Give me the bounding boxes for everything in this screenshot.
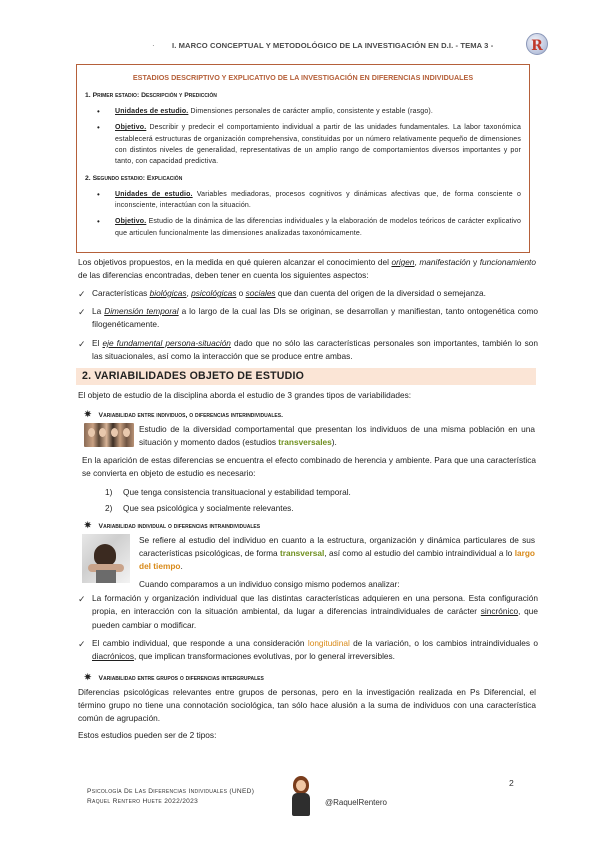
check-item-characteristics: ✓ Características biológicas, psicológicas o sociales que dan cuenta del origen de la diversidad o semejanza.	[78, 287, 538, 300]
stage-1-objective: • Objetivo. Describir y predecir el comportamiento individual a partir de las unidades fundamentales. La labor taxonómica establecerá estructuras de organización comprehensiva, constituidas por un número relativamente pequeño de dimensiones con distintos niveles de generalidad, representativas de un amplio rango de comportamientos diversos importantes y por tanto, con capacidad predictiva.	[85, 122, 521, 167]
stage-2-heading: 2. Segundo estadio: Explicación	[85, 174, 183, 182]
check-item-diachronic: ✓ El cambio individual, que responde a una consideración longitudinal de la variación, o los cambios intraindividuales o diacrónicos, que implican transformaciones evolutivas, por lo general irreversibles.	[78, 638, 538, 662]
section-intro: El objeto de estudio de la disciplina aborda el estudio de 3 grandes tipos de variabilidades:	[78, 390, 412, 400]
author-avatar	[288, 776, 314, 816]
variability-2-compare: Cuando comparamos a un individuo consigo mismo podemos analizar:	[139, 579, 400, 589]
check-item-synchronic: ✓ La formación y organización individual que las distintas características adquieren en una persona. Esta configuración propia, en interacción con la situación ambiental, da lugar a diferencias intraindividuales de carácter sincrónico, que pueden cambiar o modificar.	[78, 593, 538, 630]
r-logo-icon: R	[526, 33, 548, 55]
requirement-item: 1) Que tenga consistencia transituacional y estabilidad temporal.	[105, 487, 351, 497]
variability-3-paragraph: Diferencias psicológicas relevantes entre grupos de personas, pero en la investigación realizada en Ps Diferencial, el término grupo no tiene una connotación sociológica, tan sólo hace alusión a la suma de individuos con una característica común de agrupación.	[78, 687, 536, 723]
variability-2-heading: ✷ Variabilidad individual o diferencias intraindividuales	[84, 520, 261, 530]
page-header	[60, 36, 575, 58]
header-title: I. MARCO CONCEPTUAL Y METODOLÓGICO DE LA INVESTIGACIÓN EN D.I. - TEMA 3 -	[172, 41, 494, 50]
variability-1-paragraph: En la aparición de estas diferencias se encuentra el efecto combinado de herencia y ambiente. Para que una característica se convierta en objeto de estudio es necesario:	[82, 455, 536, 478]
requirement-item: 2) Que sea psicológica y socialmente relevantes.	[105, 503, 294, 513]
stage-2-units: • Unidades de estudio. Variables mediadoras, procesos cognitivos y dinámicas afectivas que, de forma consciente o inconsciente, interactúan con la situación.	[85, 189, 521, 212]
header-bullet: ·	[152, 41, 155, 50]
footer-credits: Psicología De Las Diferencias Individuales (UNED) Raquel Rentero Huete 2022/2023	[87, 788, 255, 806]
variability-1-text: Estudio de la diversidad comportamental que presentan los individuos de una misma población en una situación y momento dados (estudios transversales).	[139, 424, 535, 447]
page-number: 2	[509, 778, 514, 788]
box-title: ESTADIOS DESCRIPTIVO Y EXPLICATIVO DE LA INVESTIGACIÓN EN DIFERENCIAS INDIVIDUALES	[132, 73, 474, 82]
checkmark-icon: ✓	[78, 594, 86, 604]
check-item-temporal: ✓ La Dimensión temporal a lo largo de la cual las DIs se originan, se desarrollan y manifiestan, tanto ontogenética como filogenéticamente.	[78, 306, 538, 330]
check-item-person-situation: ✓ El eje fundamental persona-situación dado que no sólo las características personales son importantes, también lo son las situacionales, así como la interacción que se produce entre ambas.	[78, 338, 538, 362]
stressed-person-image	[82, 534, 130, 583]
star-bullet-icon: ✷	[84, 520, 92, 530]
variability-1-heading: ✷ Variabilidad entre individuos, o diferencias interindividuales.	[84, 409, 283, 419]
variability-3-types: Estos estudios pueden ser de 2 tipos:	[78, 730, 217, 740]
intro-paragraph: Los objetivos propuestos, en la medida en qué quieren alcanzar el conocimiento del origen, manifestación y funcionamiento de las diferencias encontradas, deben tener en cuenta los siguientes aspectos:	[78, 257, 536, 280]
checkmark-icon: ✓	[78, 307, 86, 317]
stages-box	[76, 64, 530, 253]
star-bullet-icon: ✷	[84, 672, 92, 682]
stage-1-units: • Unidades de estudio. Dimensiones personales de carácter amplio, consistente y estable (rasgo).	[85, 106, 521, 117]
author-handle: @RaquelRentero	[325, 798, 387, 807]
stage-1-heading: 1. Primer estadio: Descripción y Predicción	[85, 91, 217, 99]
variability-3-heading: ✷ Variabilidad entre grupos o diferencias intergrupales	[84, 672, 264, 682]
stage-2-objective: • Objetivo. Estudio de la dinámica de las diferencias individuales y la elaboración de modelos teóricos de carácter explicativo que articulen funcionalmente las dimensiones analizadas taxonómicamente.	[85, 216, 521, 239]
checkmark-icon: ✓	[78, 289, 86, 299]
checkmark-icon: ✓	[78, 639, 86, 649]
section-heading: 2. VARIABILIDADES OBJETO DE ESTUDIO	[76, 368, 536, 385]
star-bullet-icon: ✷	[84, 409, 92, 419]
variability-2-text: Se refiere al estudio del individuo en cuanto a la estructura, organización y dinámica particulares de sus características psicológicas, de forma transversal, así como al estudio del cambio intraindividual a lo largo del tiempo.	[139, 535, 535, 571]
checkmark-icon: ✓	[78, 339, 86, 349]
group-of-people-image	[84, 423, 134, 447]
